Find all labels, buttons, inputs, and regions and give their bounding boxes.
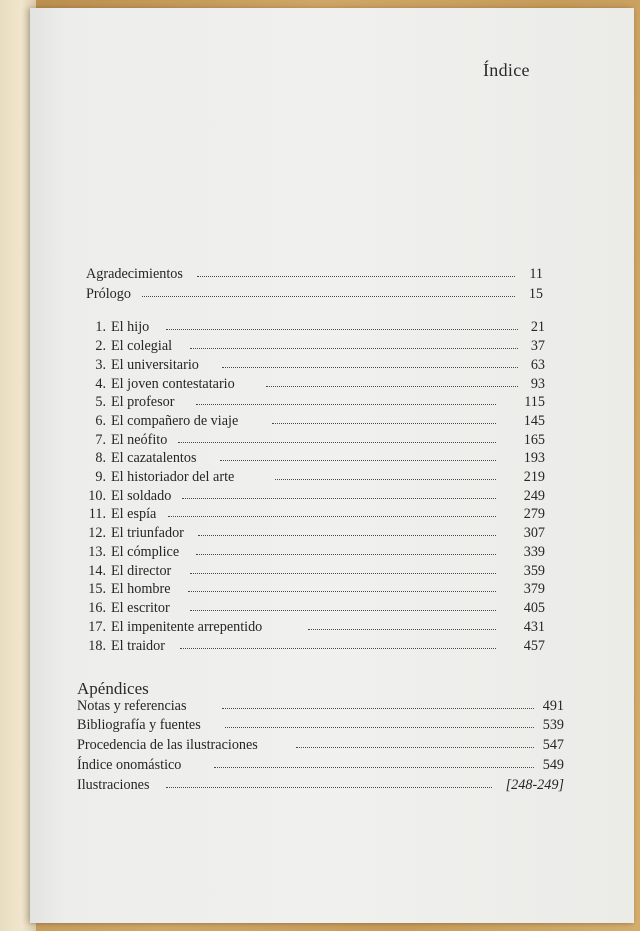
toc-chapter[interactable] bbox=[0, 337, 640, 356]
chapter-title: El profesor bbox=[111, 394, 175, 410]
appendix-label: Bibliografía y fuentes bbox=[77, 717, 201, 733]
toc-chapter[interactable] bbox=[0, 318, 640, 337]
chapter-number: 11. bbox=[88, 506, 106, 522]
toc-chapter[interactable] bbox=[0, 412, 640, 431]
toc-entry-agradecimientos[interactable] bbox=[0, 265, 640, 284]
chapter-title: El neófito bbox=[111, 432, 168, 448]
toc-appendix[interactable] bbox=[0, 776, 640, 795]
chapter-page: 115 bbox=[524, 394, 545, 410]
appendix-page: 491 bbox=[542, 698, 564, 714]
chapter-number: 15. bbox=[88, 581, 106, 597]
chapter-number: 5. bbox=[95, 394, 106, 410]
chapter-title: El hijo bbox=[111, 319, 150, 335]
chapter-number: 3. bbox=[95, 357, 106, 373]
toc-chapter[interactable] bbox=[0, 580, 640, 599]
toc-entry-label: Agradecimientos bbox=[86, 266, 183, 282]
chapter-title: El director bbox=[111, 563, 172, 579]
chapter-title: El impenitente arrepentido bbox=[111, 619, 263, 635]
appendix-page: 547 bbox=[542, 737, 564, 753]
chapter-number: 7. bbox=[95, 432, 106, 448]
dot-leader bbox=[222, 708, 534, 709]
chapter-page: 63 bbox=[530, 357, 545, 373]
dot-leader bbox=[197, 276, 515, 277]
dot-leader bbox=[190, 610, 496, 611]
dot-leader bbox=[296, 747, 534, 748]
chapter-title: El triunfador bbox=[111, 525, 184, 541]
appendix-label: Procedencia de las ilustraciones bbox=[77, 737, 258, 753]
dot-leader bbox=[225, 727, 534, 728]
dot-leader bbox=[182, 498, 496, 499]
page-title: Índice bbox=[483, 60, 530, 80]
chapter-title: El traidor bbox=[111, 638, 165, 654]
dot-leader bbox=[275, 479, 496, 480]
appendix-label: Notas y referencias bbox=[77, 698, 187, 714]
dot-leader bbox=[196, 554, 496, 555]
chapter-page: 431 bbox=[523, 619, 545, 635]
chapter-number: 13. bbox=[88, 544, 106, 560]
chapter-page: 249 bbox=[523, 488, 545, 504]
chapter-number: 14. bbox=[88, 563, 106, 579]
chapter-title: El compañero de viaje bbox=[111, 413, 239, 429]
dot-leader bbox=[166, 787, 492, 788]
toc-chapter[interactable] bbox=[0, 468, 640, 487]
appendix-page: 549 bbox=[542, 757, 564, 773]
chapter-page: 359 bbox=[523, 563, 545, 579]
toc-chapter[interactable] bbox=[0, 562, 640, 581]
dot-leader bbox=[190, 573, 496, 574]
toc-chapter[interactable] bbox=[0, 618, 640, 637]
chapter-title: El colegial bbox=[111, 338, 173, 354]
toc-chapter[interactable] bbox=[0, 449, 640, 468]
chapter-title: El hombre bbox=[111, 581, 171, 597]
chapter-page: 165 bbox=[523, 432, 545, 448]
toc-chapter[interactable] bbox=[0, 393, 640, 412]
dot-leader bbox=[178, 442, 496, 443]
dot-leader bbox=[190, 348, 518, 349]
appendix-page: [248-249] bbox=[505, 777, 564, 793]
toc-chapter[interactable] bbox=[0, 637, 640, 656]
dot-leader bbox=[272, 423, 496, 424]
chapter-page: 193 bbox=[523, 450, 545, 466]
chapter-number: 17. bbox=[88, 619, 106, 635]
chapter-page: 307 bbox=[523, 525, 545, 541]
dot-leader bbox=[142, 296, 515, 297]
chapter-page: 37 bbox=[530, 338, 545, 354]
toc-chapter[interactable] bbox=[0, 375, 640, 394]
chapter-title: El cómplice bbox=[111, 544, 180, 560]
chapter-page: 93 bbox=[530, 376, 545, 392]
toc-chapter[interactable] bbox=[0, 599, 640, 618]
chapter-page: 457 bbox=[523, 638, 545, 654]
chapter-page: 145 bbox=[523, 413, 545, 429]
chapter-page: 405 bbox=[523, 600, 545, 616]
toc-appendix[interactable] bbox=[0, 697, 640, 716]
chapter-title: El soldado bbox=[111, 488, 172, 504]
toc-chapter[interactable] bbox=[0, 356, 640, 375]
chapter-title: El universitario bbox=[111, 357, 199, 373]
toc-appendix[interactable] bbox=[0, 736, 640, 755]
chapter-number: 12. bbox=[88, 525, 106, 541]
chapter-number: 18. bbox=[88, 638, 106, 654]
chapter-title: El cazatalentos bbox=[111, 450, 197, 466]
appendix-label: Ilustraciones bbox=[77, 777, 150, 793]
dot-leader bbox=[188, 591, 496, 592]
dot-leader bbox=[180, 648, 496, 649]
chapter-page: 379 bbox=[523, 581, 545, 597]
toc-chapter[interactable] bbox=[0, 487, 640, 506]
chapter-page: 339 bbox=[523, 544, 545, 560]
chapter-page: 219 bbox=[523, 469, 545, 485]
toc-chapter[interactable] bbox=[0, 505, 640, 524]
chapter-number: 4. bbox=[95, 376, 106, 392]
dot-leader bbox=[214, 767, 534, 768]
dot-leader bbox=[266, 386, 518, 387]
chapter-title: El historiador del arte bbox=[111, 469, 235, 485]
toc-appendix[interactable] bbox=[0, 756, 640, 775]
chapter-number: 9. bbox=[95, 469, 106, 485]
chapter-number: 1. bbox=[95, 319, 106, 335]
chapter-number: 8. bbox=[95, 450, 106, 466]
appendix-label: Índice onomástico bbox=[77, 757, 182, 773]
toc-entry-page: 11 bbox=[529, 266, 543, 282]
chapter-number: 10. bbox=[88, 488, 106, 504]
dot-leader bbox=[220, 460, 496, 461]
chapter-title: El espía bbox=[111, 506, 157, 522]
toc-chapter[interactable] bbox=[0, 543, 640, 562]
dot-leader bbox=[308, 629, 496, 630]
chapter-number: 16. bbox=[88, 600, 106, 616]
appendix-page: 539 bbox=[542, 717, 564, 733]
dot-leader bbox=[196, 404, 496, 405]
dot-leader bbox=[222, 367, 518, 368]
chapter-title: El joven contestatario bbox=[111, 376, 235, 392]
chapter-page: 279 bbox=[523, 506, 545, 522]
toc-entry-page: 15 bbox=[528, 286, 543, 302]
toc-chapter[interactable] bbox=[0, 524, 640, 543]
chapter-page: 21 bbox=[530, 319, 545, 335]
toc-chapter[interactable] bbox=[0, 431, 640, 450]
chapter-title: El escritor bbox=[111, 600, 170, 616]
toc-entry-prologo[interactable] bbox=[0, 285, 640, 304]
chapter-number: 2. bbox=[95, 338, 106, 354]
dot-leader bbox=[198, 535, 496, 536]
chapter-number: 6. bbox=[95, 413, 106, 429]
appendices-heading: Apéndices bbox=[77, 679, 149, 698]
toc-appendix[interactable] bbox=[0, 716, 640, 735]
dot-leader bbox=[166, 329, 518, 330]
dot-leader bbox=[168, 516, 496, 517]
toc-entry-label: Prólogo bbox=[86, 286, 131, 302]
